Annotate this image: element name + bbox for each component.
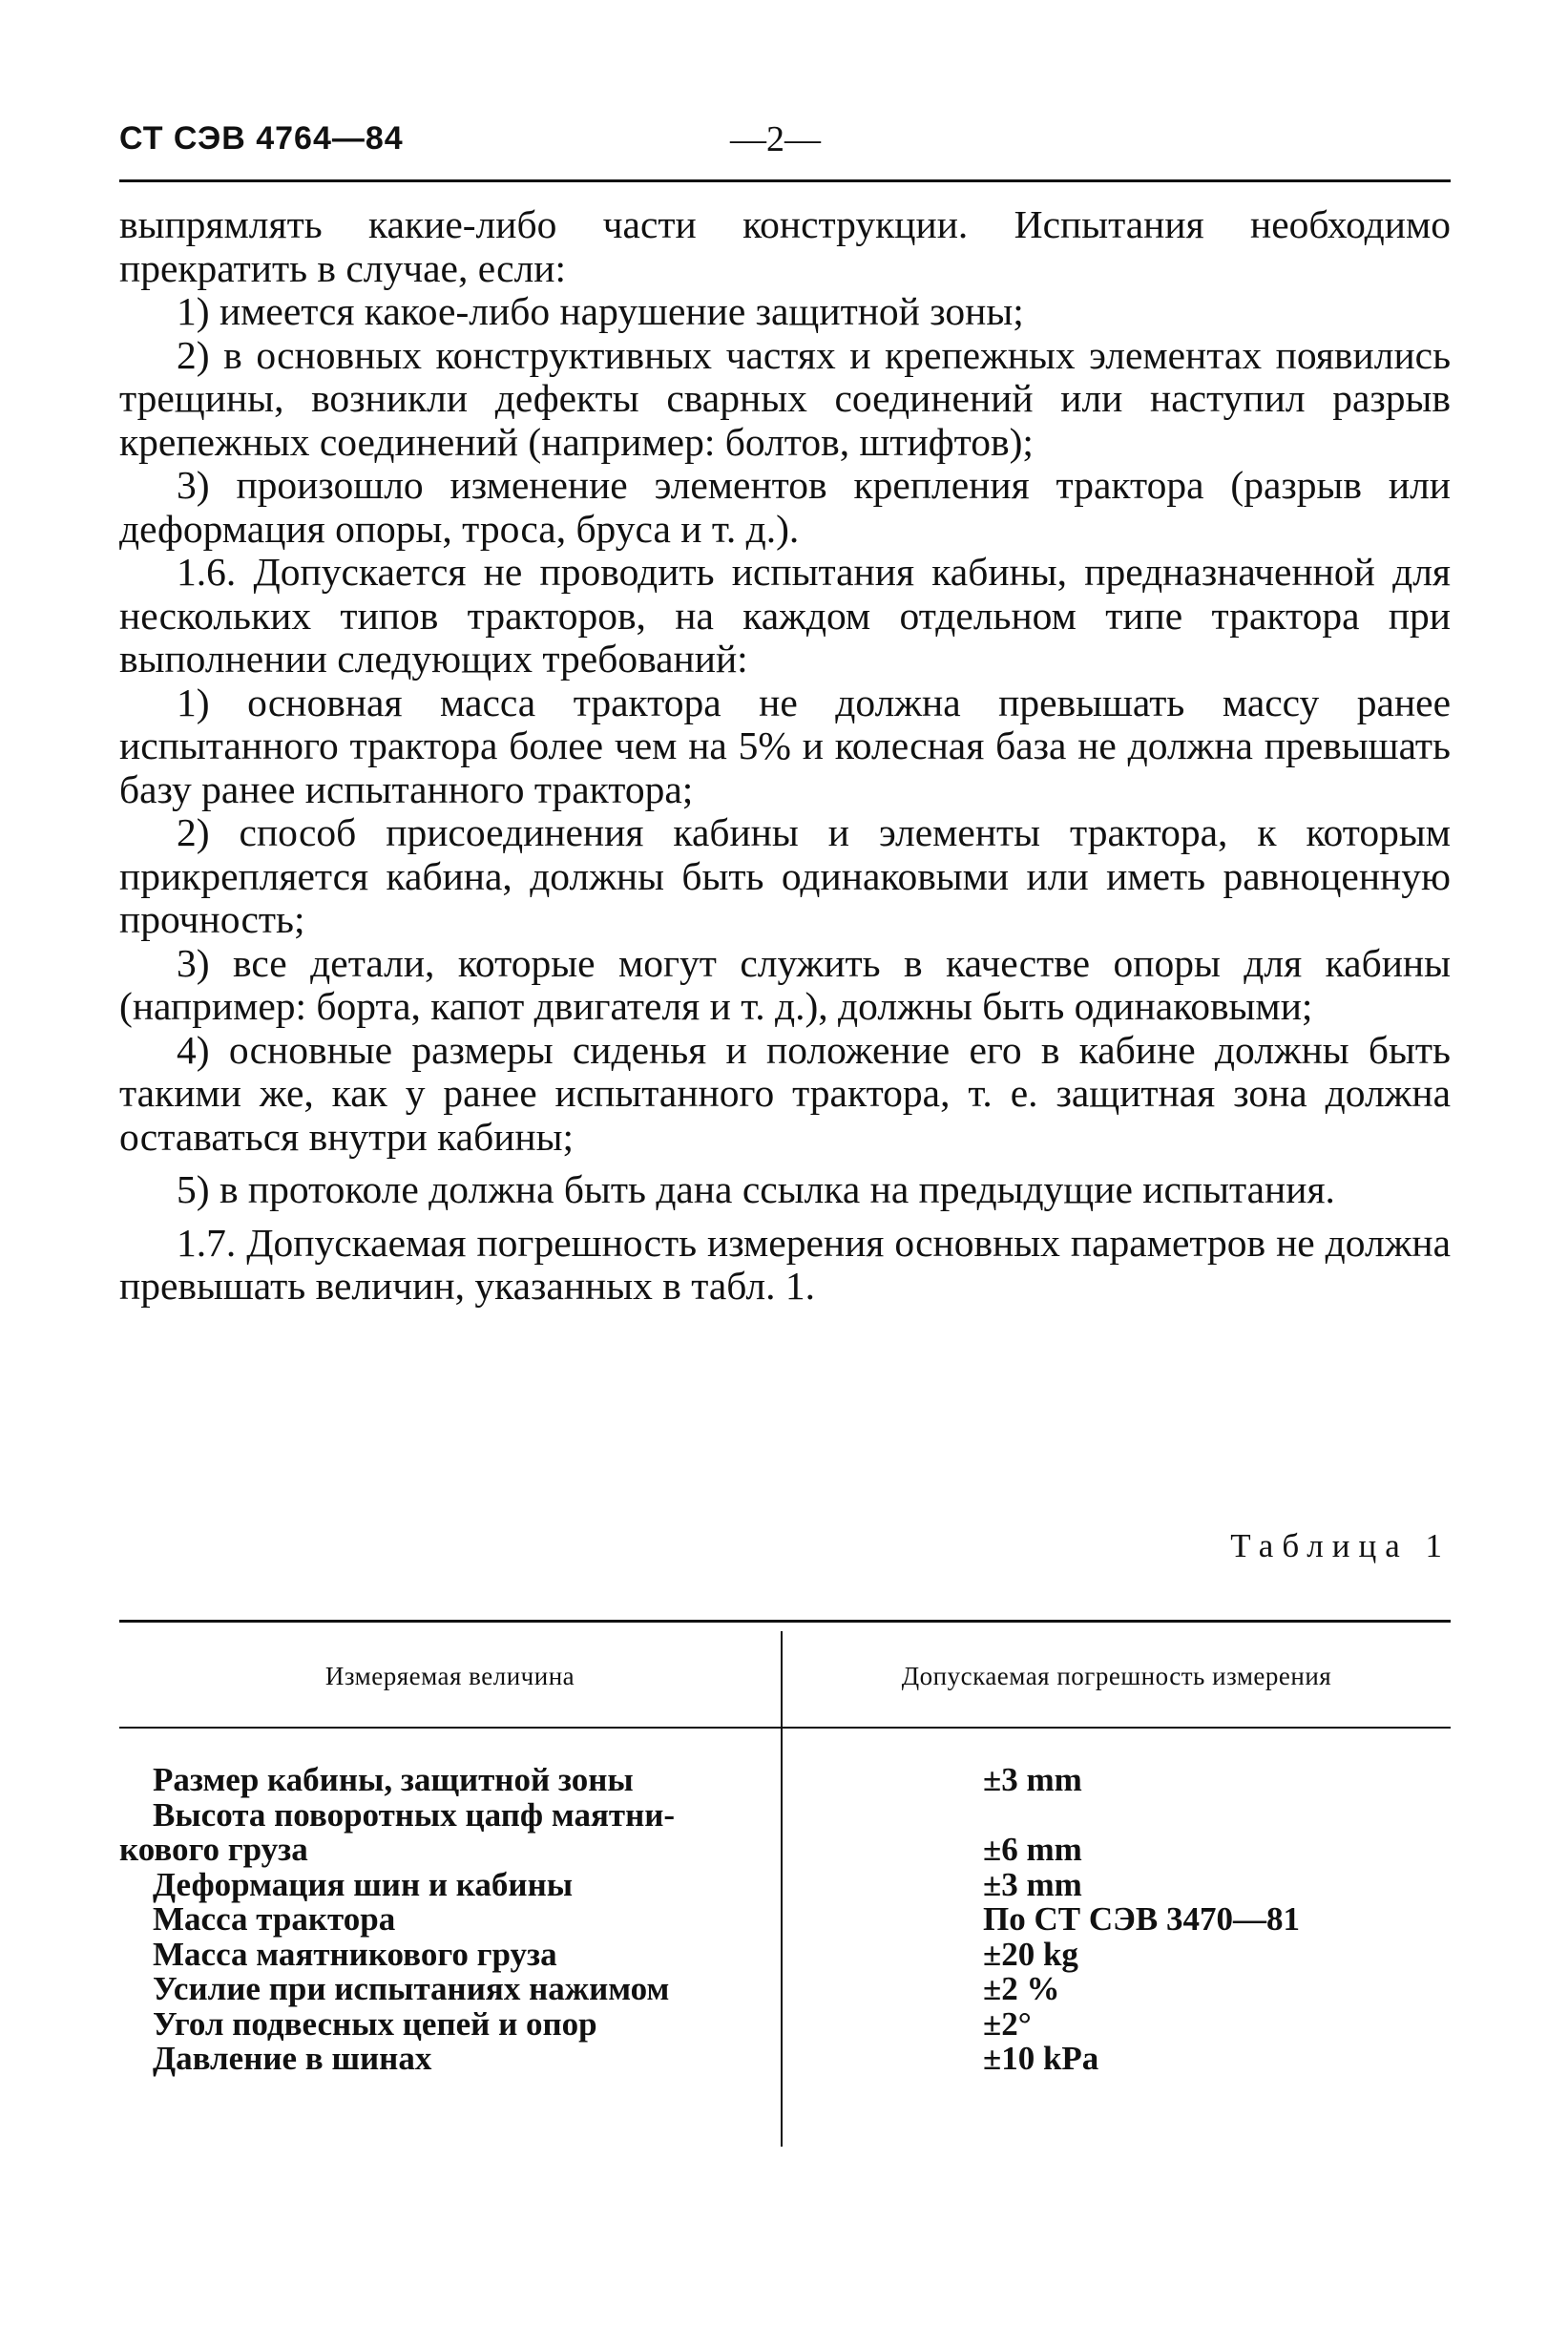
- table-row: [119, 1763, 1451, 1798]
- measured-quantity: Давление в шинах: [153, 2040, 432, 2077]
- measured-quantity: кового груза: [119, 1831, 308, 1868]
- list-item: 1) основная масса трактора не должна превышать массу ранее испытанного трактора более чем на 5% и колесная база не должна превышать базу ранее испытанного трактора;: [119, 680, 1451, 811]
- list-item: 2) в основных конструктивных частях и крепежных элементах появились трещины, возникли дефекты сварных соединений или наступил разрыв крепежных соединений (например: болтов, штифтов);: [119, 332, 1451, 464]
- table-body: [119, 1763, 1451, 2077]
- list-item: 1) имеется какое-либо нарушение защитной зоны;: [177, 289, 1024, 333]
- tolerance-value: ±3 mm: [983, 1865, 1082, 1903]
- table-header-rule: [119, 1727, 1451, 1729]
- measured-quantity: Усилие при испытаниях нажимом: [153, 1970, 670, 2007]
- list-item: 3) произошло изменение элементов крепления трактора (разрыв или деформация опоры, троса, бруса и т. д.).: [119, 463, 1451, 551]
- section-1-7: 1.7. Допускаемая погрешность измерения основных параметров не должна превышать величин, указанных в табл. 1.: [119, 1220, 1451, 1308]
- list-item: 2) способ присоединения кабины и элементы трактора, к которым прикрепляется кабина, должны быть одинаковыми или иметь равноценную прочность;: [119, 810, 1451, 941]
- paragraph: выпрямлять какие-либо части конструкции. Испытания необходимо прекратить в случае, если:: [119, 202, 1451, 290]
- tolerance-table: [119, 1620, 1451, 2154]
- page-header: [119, 120, 1451, 168]
- tolerance-value: ±2°: [983, 2004, 1032, 2043]
- tolerance-value: ±20 kg: [983, 1935, 1078, 1973]
- measured-quantity: Масса трактора: [153, 1900, 396, 1938]
- table-header-measured: Измеряемая величина: [324, 1662, 575, 1690]
- page-number: —2—: [730, 119, 821, 159]
- table-row: [119, 2042, 1451, 2077]
- list-item: 5) в протоколе должна быть дана ссылка на предыдущие испытания.: [177, 1167, 1335, 1211]
- table-top-rule: [119, 1620, 1451, 1623]
- table-row: [119, 1795, 1451, 1834]
- measured-quantity: Угол подвесных цепей и опор: [153, 2004, 597, 2043]
- standard-code: СТ СЭВ 4764—84: [119, 120, 404, 157]
- section-1-6: 1.6. Допускается не проводить испытания кабины, предназначенной для нескольких типов тракторов, на каждом отдельном типе трактора при выполнении следующих требований:: [119, 550, 1451, 681]
- header-divider: [119, 179, 1451, 182]
- table-row: [119, 1902, 1451, 1938]
- list-item: 3) все детали, которые могут служить в качестве опоры для кабины (например: борта, капот двигателя и т. д.), должны быть одинаковыми;: [119, 940, 1451, 1028]
- table-row: [119, 1972, 1451, 2007]
- measured-quantity: Высота поворотных цапф маятни-: [153, 1795, 676, 1834]
- table-row: [119, 1833, 1451, 1868]
- measured-quantity: Масса маятникового груза: [153, 1935, 557, 1973]
- tolerance-value: ±2 %: [983, 1970, 1060, 2007]
- tolerance-value: По СТ СЭВ 3470—81: [983, 1900, 1300, 1938]
- tolerance-value: ±3 mm: [983, 1761, 1082, 1798]
- measured-quantity: Деформация шин и кабины: [153, 1865, 574, 1903]
- tolerance-value: ±10 kPa: [983, 2040, 1099, 2077]
- table-header-tolerance: Допускаемая погрешность измерения: [901, 1662, 1332, 1690]
- body-text: [119, 203, 1451, 1309]
- list-item: 4) основные размеры сиденья и положение его в кабине должны быть такими же, как у ранее испытанного трактора, т. е. защитная зона должна оставаться внутри кабины;: [119, 1027, 1451, 1159]
- table-row: [119, 1935, 1451, 1973]
- table-row: [119, 1865, 1451, 1903]
- table-caption: Таблица 1: [1230, 1527, 1451, 1564]
- table-row: [119, 2004, 1451, 2043]
- measured-quantity: Размер кабины, защитной зоны: [153, 1761, 634, 1798]
- tolerance-value: ±6 mm: [983, 1831, 1082, 1868]
- document-page: [119, 0, 1451, 2327]
